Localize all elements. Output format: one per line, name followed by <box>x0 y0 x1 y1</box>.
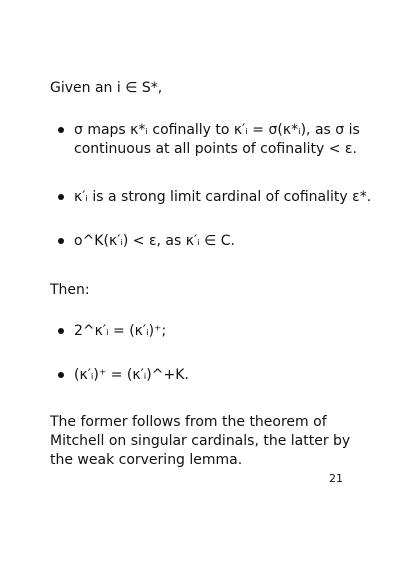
bullet-strong-limit <box>58 188 378 207</box>
intro-line <box>50 78 162 98</box>
result-power <box>58 322 378 341</box>
conclusion-paragraph: The former follows from the theorem of Mitchell on singular cardinals, the latter by the weak corvering lemma. <box>50 414 351 468</box>
page-number: 21 <box>329 472 343 485</box>
bullet-dot-icon <box>58 127 64 133</box>
bullet-dot-icon <box>58 194 64 200</box>
result-text: (κ′ᵢ)⁺ = (κ′ᵢ)^+K. <box>74 367 189 383</box>
bullet-text: σ maps κ*ᵢ cofinally to κ′ᵢ = σ(κ*ᵢ), as σ is continuous at all points of cofinality < ε. <box>74 122 360 157</box>
then-label: Then: <box>50 282 90 298</box>
bullet-sigma-maps <box>58 121 378 159</box>
result-successor <box>58 366 378 385</box>
bullet-dot-icon <box>58 238 64 244</box>
bullet-dot-icon <box>58 372 64 378</box>
intro-text: Given an i ∈ S*, <box>50 80 163 96</box>
bullet-order <box>58 232 378 251</box>
result-text: 2^κ′ᵢ = (κ′ᵢ)⁺; <box>74 323 167 339</box>
bullet-dot-icon <box>58 328 64 334</box>
bullet-text: κ′ᵢ is a strong limit cardinal of cofinality ε*. <box>74 189 372 205</box>
bullet-text: o^K(κ′ᵢ) < ε, as κ′ᵢ ∈ C. <box>74 233 236 249</box>
